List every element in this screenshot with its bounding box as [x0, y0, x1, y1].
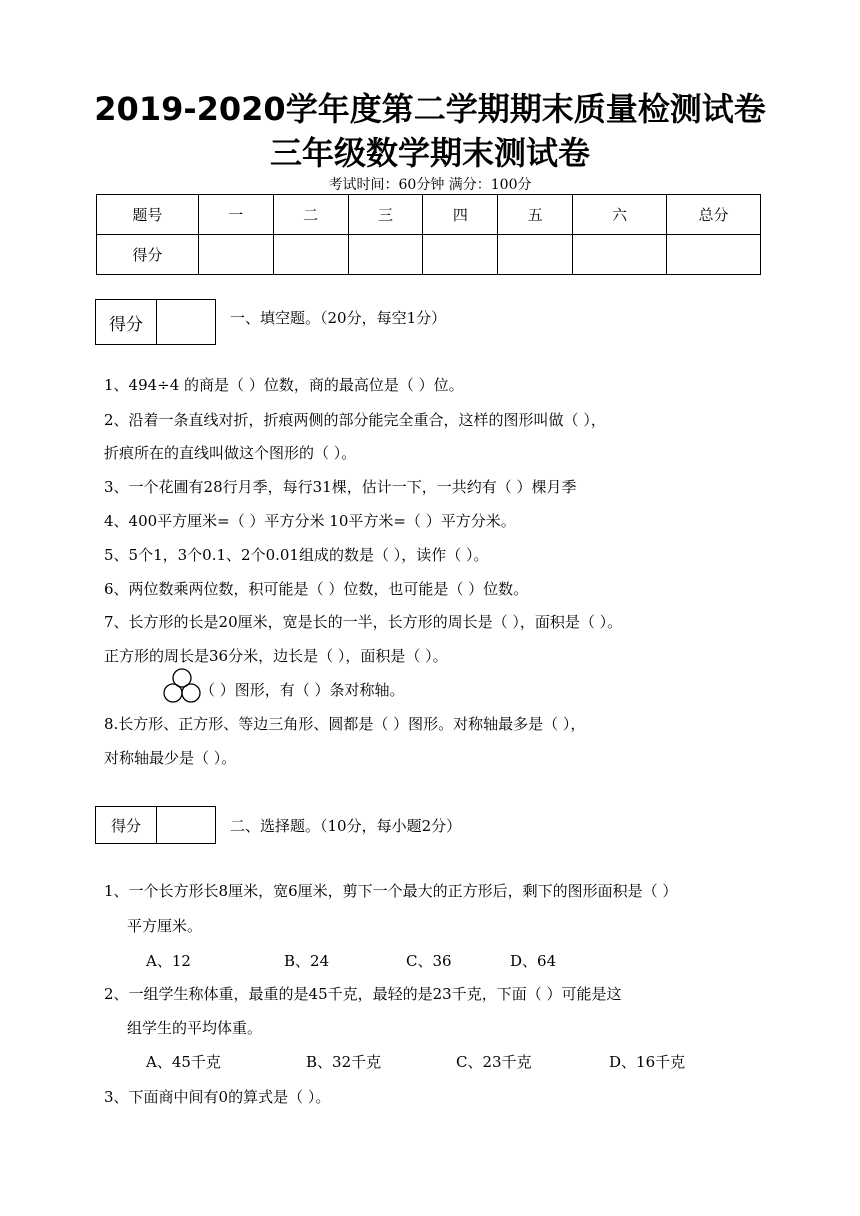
choice-question-2: 2、一组学生称体重，最重的是45千克，最轻的是23千克，下面（ ）可能是这: [104, 985, 622, 1003]
score-cell[interactable]: [348, 235, 423, 275]
section2-score-box[interactable]: [95, 806, 216, 844]
section1-score-label: 得分: [96, 300, 157, 344]
choice-question-1-cont: 平方厘米。: [127, 917, 203, 935]
section1-score-box[interactable]: [95, 299, 216, 345]
choice-question-1: 1、一个长方形长8厘米，宽6厘米，剪下一个最大的正方形后，剩下的图形面积是（ ）: [104, 882, 678, 900]
question-line: 折痕所在的直线叫做这个图形的（ ）。: [104, 444, 357, 462]
score-table-header-cell: 一: [198, 195, 273, 235]
choice-option[interactable]: D、16千克: [609, 1053, 686, 1071]
score-table-row-label: 得分: [97, 235, 199, 275]
score-cell[interactable]: [198, 235, 273, 275]
exam-subtitle: 三年级数学期末测试卷: [269, 134, 590, 172]
score-table-header-cell: 三: [348, 195, 423, 235]
question-line: 8.长方形、正方形、等边三角形、圆都是（ ）图形。对称轴最多是（ ），: [104, 715, 586, 733]
section1-heading: 一、填空题。（20分，每空1分）: [230, 309, 447, 327]
question-line: 1、494÷4 的商是（ ）位数，商的最高位是（ ）位。: [104, 376, 464, 394]
score-table-header-cell: 四: [423, 195, 498, 235]
score-cell[interactable]: [573, 235, 667, 275]
question-line: 对称轴最少是（ ）。: [104, 749, 237, 767]
question-line: 4、400平方厘米=（ ）平方分米 10平方米=（ ）平方分米。: [104, 512, 516, 530]
choice-option[interactable]: D、64: [510, 952, 557, 970]
question-line: 2、沿着一条直线对折，折痕两侧的部分能完全重合，这样的图形叫做（ ），: [104, 411, 606, 429]
score-cell[interactable]: [273, 235, 348, 275]
section2-score-label: 得分: [96, 807, 157, 843]
exam-title: 2019-2020学年度第二学期期末质量检测试卷: [94, 90, 766, 128]
choice-option[interactable]: B、24: [284, 952, 330, 970]
question-line: 正方形的周长是36分米，边长是（ ），面积是（ ）。: [104, 647, 448, 665]
question-line: 3、一个花圃有28行月季，每行31棵，估计一下，一共约有（ ）棵月季: [104, 478, 577, 496]
choice-option[interactable]: A、45千克: [146, 1053, 221, 1071]
question-line: （ ）图形，有（ ）条对称轴。: [200, 681, 405, 699]
score-table-header-cell: 总分: [667, 195, 761, 235]
exam-info: 考试时间：60分钟 满分：100分: [328, 177, 532, 193]
question-line: 5、5个1，3个0.1、2个0.01组成的数是（ ），读作（ ）。: [104, 546, 489, 564]
question-line: 7、长方形的长是20厘米，宽是长的一半，长方形的周长是（ ），面积是（ ）。: [104, 613, 623, 631]
score-table-header-cell: 五: [498, 195, 573, 235]
choice-question-3: 3、下面商中间有0的算式是（ ）。: [104, 1088, 331, 1106]
score-table-score-row: [97, 235, 761, 275]
score-table-header-cell: 题号: [97, 195, 199, 235]
score-table-header-cell: 二: [273, 195, 348, 235]
three-circles-icon: [162, 666, 202, 706]
question-line: 6、两位数乘两位数，积可能是（ ）位数，也可能是（ ）位数。: [104, 580, 529, 598]
choice-option[interactable]: C、36: [406, 952, 452, 970]
score-table-header-cell: 六: [573, 195, 667, 235]
score-cell[interactable]: [498, 235, 573, 275]
choice-option[interactable]: C、23千克: [456, 1053, 532, 1071]
score-table-header-row: [97, 195, 761, 235]
section2-heading: 二、选择题。（10分，每小题2分）: [230, 817, 462, 835]
choice-question-2-cont: 组学生的平均体重。: [127, 1019, 263, 1037]
score-cell[interactable]: [423, 235, 498, 275]
score-table: [96, 194, 761, 275]
score-cell[interactable]: [667, 235, 761, 275]
choice-option[interactable]: A、12: [146, 952, 191, 970]
choice-option[interactable]: B、32千克: [306, 1053, 382, 1071]
